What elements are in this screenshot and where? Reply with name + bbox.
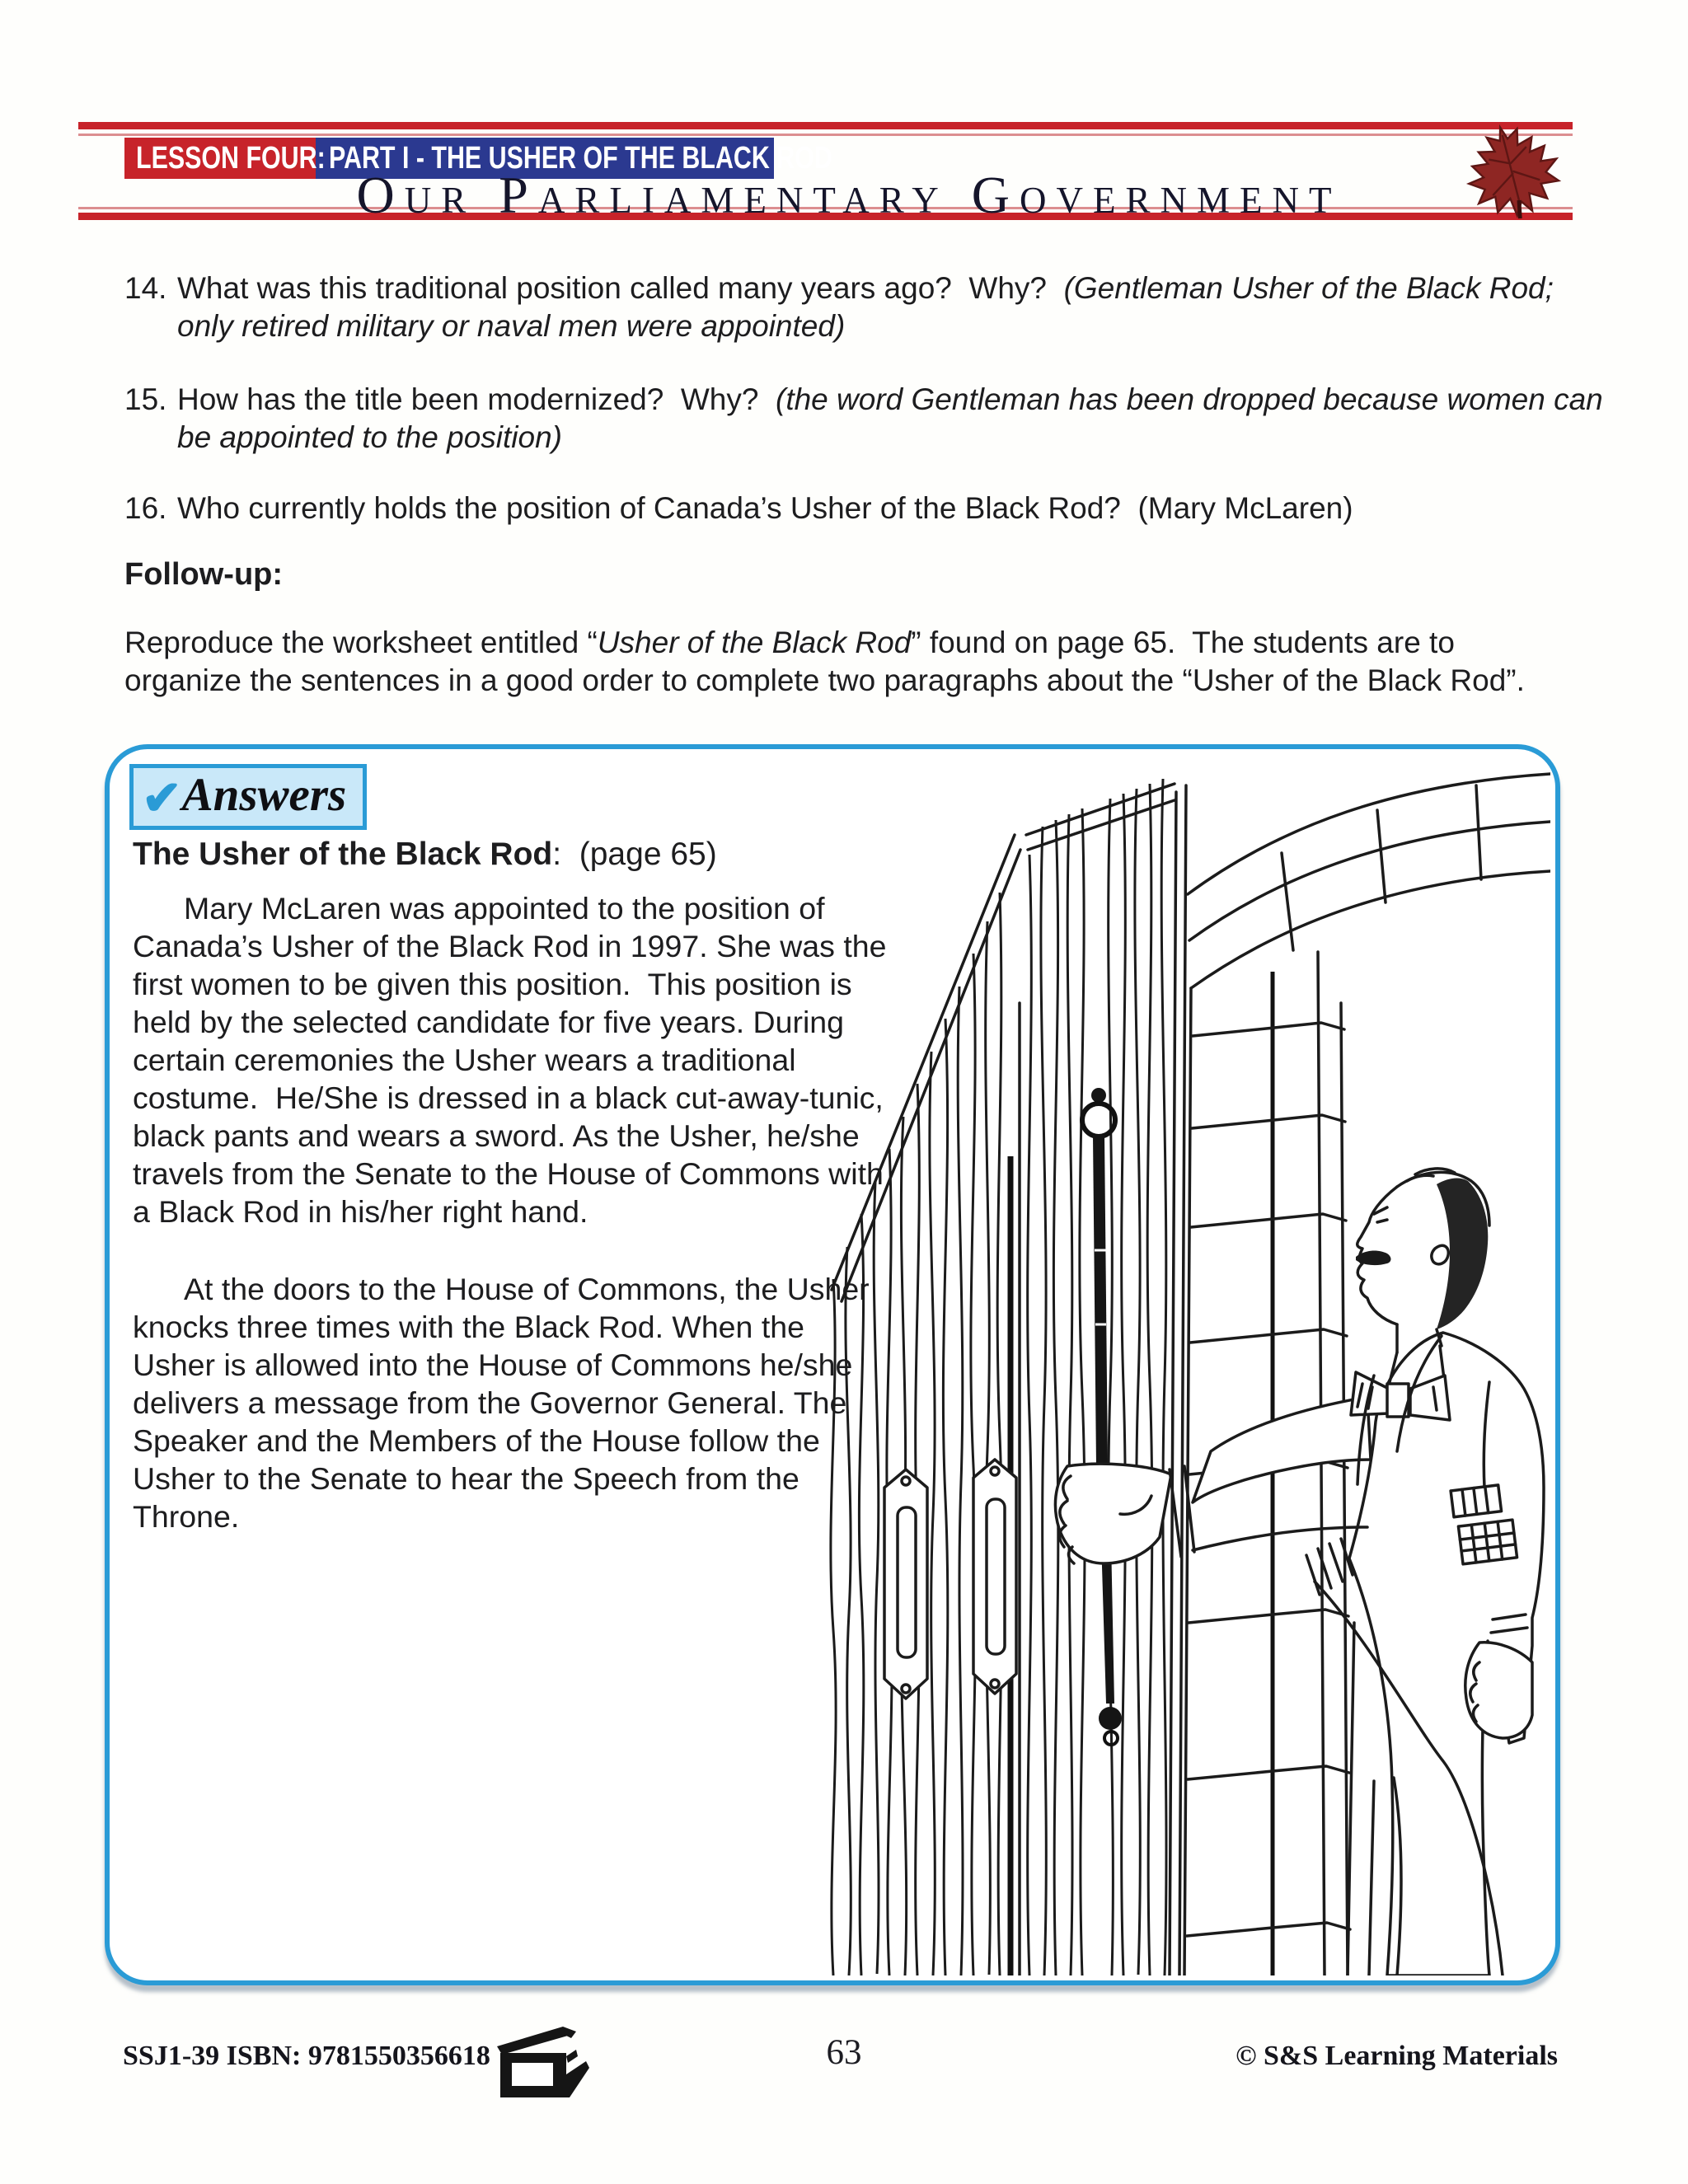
footer-isbn: SSJ1-39 ISBN: 9781550356618 bbox=[123, 2041, 490, 2071]
usher-illustration bbox=[820, 756, 1550, 1975]
question-14 bbox=[124, 269, 1613, 345]
answers-badge-label: Answers bbox=[181, 769, 347, 821]
question-answer: (Mary McLaren) bbox=[1137, 491, 1353, 525]
answer-heading-title: The Usher of the Black Rod bbox=[133, 837, 553, 872]
black-rod bbox=[1082, 1088, 1122, 1745]
question-text: What was this traditional position called many years ago? Why? bbox=[177, 271, 1064, 305]
footer-copyright: © S&S Learning Materials bbox=[1236, 2041, 1558, 2071]
question-answer: (the word Gentleman has been dropped because women can be appointed to the position) bbox=[177, 382, 1612, 454]
question-number: 15. bbox=[124, 382, 167, 416]
usher-figure bbox=[1055, 1169, 1544, 1975]
page-title: Our Parliamentary Government bbox=[356, 166, 1342, 224]
question-answer: (Gentleman Usher of the Black Rod; only retired military or naval men were appointed) bbox=[177, 271, 1563, 343]
maple-leaf-icon bbox=[1447, 124, 1579, 223]
lesson-part-label: PART I - THE USHER OF THE BLACK ROD bbox=[316, 138, 774, 179]
question-16 bbox=[124, 490, 1613, 527]
answer-heading-page-ref: : (page 65) bbox=[552, 837, 717, 872]
answer-heading bbox=[133, 837, 717, 873]
answer-paragraph-1: Mary McLaren was appointed to the position of Canada’s Usher of the Black Rod in 1997. She was the first women to be given this position. This position is held by the selected candidate for five years. During certain ceremonies the Usher wears a traditional costume. He/She is dressed in a black cut-away-tunic, black pants and wears a sword. As the Usher, he/she travels from the Senate to the House of Commons with a Black Rod in his/her right hand. bbox=[133, 891, 895, 1229]
answers-box bbox=[105, 744, 1560, 1985]
question-number: 16. bbox=[124, 491, 167, 525]
door-handles bbox=[884, 1460, 1016, 1699]
door-wood-grain bbox=[831, 779, 1166, 1975]
lesson-label: LESSON FOUR: bbox=[124, 138, 316, 179]
question-text: How has the title been modernized? Why? bbox=[177, 382, 776, 416]
answer-text-column bbox=[133, 889, 894, 1575]
header-rule-top-thin bbox=[78, 134, 1573, 136]
follow-up-paragraph bbox=[124, 624, 1560, 700]
answers-badge bbox=[129, 764, 367, 830]
answer-paragraph-2: At the doors to the House of Commons, the Usher knocks three times with the Black Rod. When the Usher is allowed into the House of Commons he/she delivers a message from the Governor General. The Speaker and the Members of the House follow the Usher to the Senate to hear the Speech from the Throne. bbox=[133, 1272, 879, 1534]
question-15 bbox=[124, 381, 1613, 457]
follow-up-text: Reproduce the worksheet entitled “ bbox=[124, 626, 598, 659]
question-text: Who currently holds the position of Canada’s Usher of the Black Rod? bbox=[177, 491, 1138, 525]
follow-up-text: ” found on page 65. The students are to organize the sentences in a good order to complete two paragraphs about the “Usher of the Black Rod”. bbox=[124, 626, 1525, 697]
follow-up-heading: Follow-up: bbox=[124, 557, 284, 592]
question-number: 14. bbox=[124, 271, 167, 305]
page-number: 63 bbox=[826, 2033, 862, 2072]
header-rule-top-thick bbox=[78, 122, 1573, 129]
follow-up-worksheet-title: Usher of the Black Rod bbox=[597, 626, 912, 659]
checkmark-icon: ✔ bbox=[142, 771, 182, 825]
